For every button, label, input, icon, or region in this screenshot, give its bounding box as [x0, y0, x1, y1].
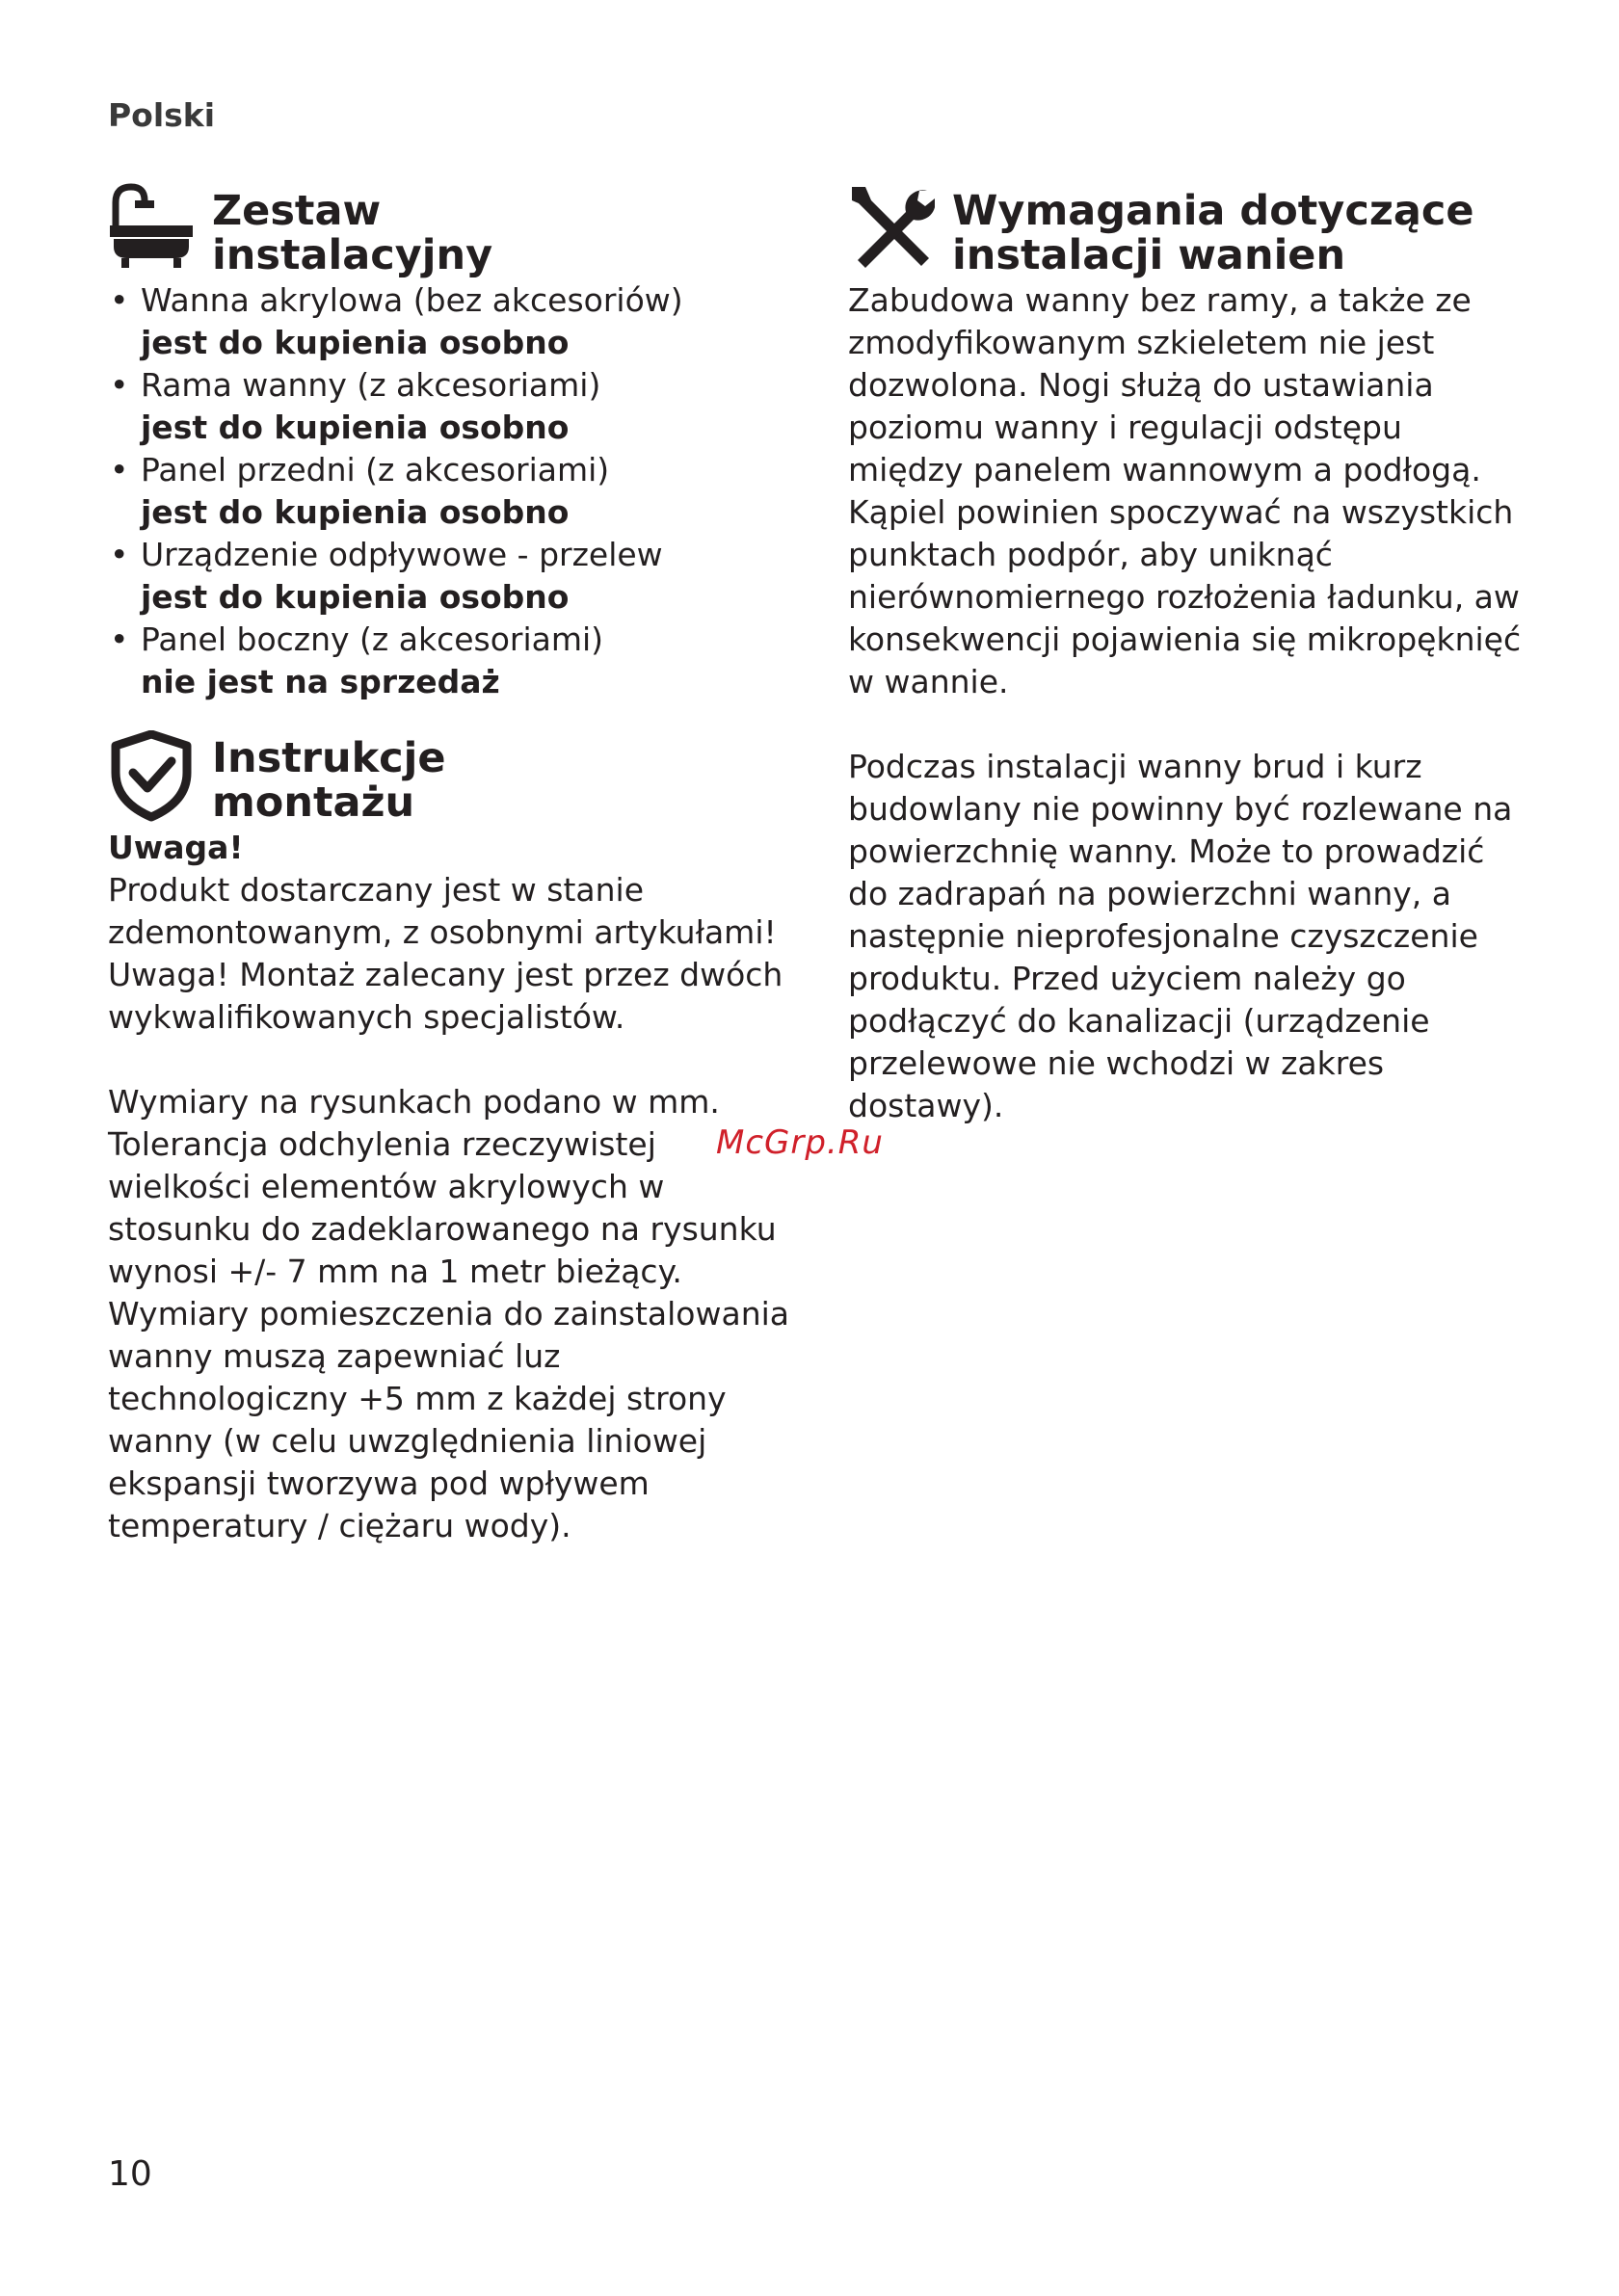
item-label: • Wanna akrylowa (bez akcesoriów)	[141, 281, 683, 319]
mounting-paragraph-1: Produkt dostarczany jest w stanie zdemontowanym, z osobnymi artykułami! Uwaga! Montaż zalecany jest przez dwóch wykwalifikowanych specjalistów.	[108, 871, 783, 1036]
requirements-heading	[848, 183, 1523, 279]
item-status: jest do kupienia osobno	[141, 578, 570, 616]
watermark: McGrp.Ru	[716, 1123, 884, 1162]
left-column	[108, 183, 802, 1547]
item-label: • Panel przedni (z akcesoriami)	[141, 451, 610, 488]
requirements-title	[952, 183, 1474, 277]
tools-icon	[848, 183, 935, 275]
list-item	[108, 619, 802, 703]
warning-label: Uwaga!	[108, 829, 244, 866]
item-status: jest do kupienia osobno	[141, 324, 570, 361]
list-item	[108, 449, 802, 534]
language-label: Polski	[108, 96, 216, 134]
right-column	[848, 183, 1523, 1127]
list-item	[108, 279, 802, 364]
mounting-title-line2: montażu	[212, 779, 415, 827]
item-status: nie jest na sprzedaż	[141, 663, 500, 700]
mounting-title	[212, 730, 446, 825]
item-status: jest do kupienia osobno	[141, 493, 570, 531]
list-item	[108, 364, 802, 449]
kit-title-line2: instalacyjny	[212, 231, 493, 279]
mounting-title-line1: Instrukcje	[212, 734, 446, 782]
kit-heading	[108, 183, 802, 279]
item-label: • Panel boczny (z akcesoriami)	[141, 620, 604, 658]
mounting-heading	[108, 730, 802, 827]
kit-title-line1: Zestaw	[212, 187, 382, 235]
list-item	[108, 534, 802, 619]
kit-list	[108, 279, 802, 703]
bathtub-icon	[108, 183, 195, 275]
item-status: jest do kupienia osobno	[141, 409, 570, 446]
requirements-title-line2: instalacji wanien	[952, 231, 1346, 279]
mounting-paragraph-3: Wymiary pomieszczenia do zainstalowania wanny muszą zapewniać luz technologiczny +5 mm z każdej strony wanny (w celu uwzględnienia liniowej ekspansji tworzywa pod wpływem temperatury / ciężaru wody).	[108, 1295, 790, 1544]
requirements-paragraph-2: Podczas instalacji wanny brud i kurz budowlany nie powinny być rozlewane na powierzchnię wanny. Może to prowadzić do zadrapań na powierzchni wanny, a następnie nieprofesjonalne czyszczenie produktu. Przed użyciem należy go podłączyć do kanalizacji (urządzenie przelewowe nie wchodzi w zakres dostawy).	[848, 748, 1513, 1124]
item-label: • Urządzenie odpływowe - przelew	[141, 536, 663, 573]
mounting-paragraph-2: Wymiary na rysunkach podano w mm. Tolerancja odchylenia rzeczywistej wielkości elementów akrylowych w stosunku do zadeklarowanego na rysunku wynosi +/- 7 mm na 1 metr bieżący.	[108, 1083, 777, 1290]
kit-title	[212, 183, 492, 277]
item-label: • Rama wanny (z akcesoriami)	[141, 366, 601, 404]
requirements-title-line1: Wymagania dotyczące	[952, 187, 1474, 235]
page-number: 10	[108, 2154, 152, 2194]
shield-check-icon	[108, 730, 195, 822]
requirements-paragraph-1: Zabudowa wanny bez ramy, a także ze zmodyfikowanym szkieletem nie jest dozwolona. Nogi służą do ustawiania poziomu wanny i regulacji odstępu między panelem wannowym a podłogą. Kąpiel powinien spoczywać na wszystkich punktach podpór, aby uniknąć nierównomiernego rozłożenia ładunku, aw konsekwencji pojawienia się mikropęknięć w wannie.	[848, 281, 1522, 700]
